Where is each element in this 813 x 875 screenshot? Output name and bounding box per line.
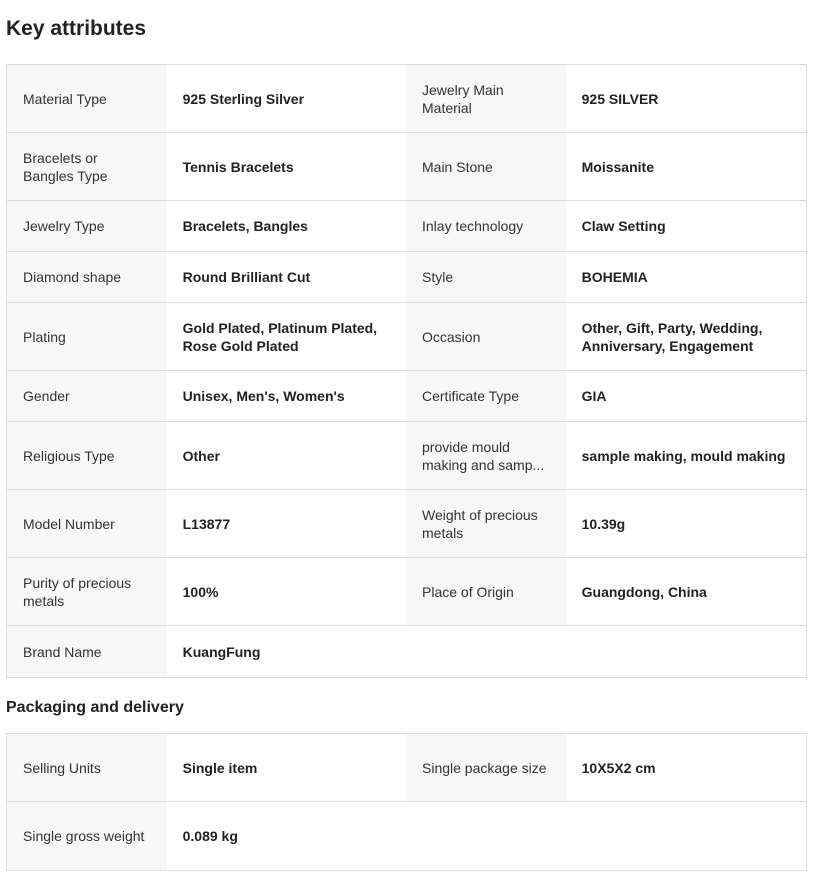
table-row bbox=[7, 303, 806, 371]
attribute-label: Bracelets or Bangles Type bbox=[7, 133, 167, 200]
attribute-label: Jewelry Type bbox=[7, 201, 167, 251]
attribute-value: Single item bbox=[167, 734, 406, 801]
attribute-value: 100% bbox=[167, 558, 406, 625]
attribute-value: Tennis Bracelets bbox=[167, 133, 406, 200]
key-attributes-table bbox=[6, 64, 807, 678]
attribute-value: Claw Setting bbox=[566, 201, 806, 251]
attribute-value: KuangFung bbox=[167, 626, 406, 677]
attribute-label: Occasion bbox=[406, 303, 566, 370]
table-row bbox=[7, 201, 806, 252]
table-row bbox=[7, 133, 806, 201]
attribute-value: GIA bbox=[566, 371, 806, 421]
attribute-label: provide mould making and samp... bbox=[406, 422, 566, 489]
attribute-value: 925 SILVER bbox=[566, 65, 806, 132]
table-row bbox=[7, 422, 806, 490]
table-row bbox=[7, 558, 806, 626]
key-attributes-title: Key attributes bbox=[6, 17, 147, 40]
attribute-label: Main Stone bbox=[406, 133, 566, 200]
attribute-value: Guangdong, China bbox=[566, 558, 806, 625]
table-row bbox=[7, 252, 806, 303]
attribute-value: L13877 bbox=[167, 490, 406, 557]
packaging-delivery-title: Packaging and delivery bbox=[6, 699, 184, 716]
attribute-value: Unisex, Men's, Women's bbox=[167, 371, 406, 421]
attribute-label: Single gross weight bbox=[7, 802, 167, 870]
attribute-label: Religious Type bbox=[7, 422, 167, 489]
attribute-label: Selling Units bbox=[7, 734, 167, 801]
attribute-value: Other bbox=[167, 422, 406, 489]
attribute-value: BOHEMIA bbox=[566, 252, 806, 302]
table-row bbox=[7, 371, 806, 422]
attribute-value: 925 Sterling Silver bbox=[167, 65, 406, 132]
empty-cell bbox=[406, 802, 566, 870]
attribute-value: 10.39g bbox=[566, 490, 806, 557]
attribute-label: Jewelry Main Material bbox=[406, 65, 566, 132]
attribute-value: sample making, mould making bbox=[566, 422, 806, 489]
attribute-label: Style bbox=[406, 252, 566, 302]
attribute-label: Gender bbox=[7, 371, 167, 421]
attribute-label: Inlay technology bbox=[406, 201, 566, 251]
attribute-value: Moissanite bbox=[566, 133, 806, 200]
empty-cell bbox=[406, 626, 566, 677]
attribute-value: Other, Gift, Party, Wedding, Anniversary, Engagement bbox=[566, 303, 806, 370]
table-row bbox=[7, 626, 806, 677]
table-row bbox=[7, 734, 806, 802]
attribute-value: Gold Plated, Platinum Plated, Rose Gold Plated bbox=[167, 303, 406, 370]
attribute-value: Round Brilliant Cut bbox=[167, 252, 406, 302]
attribute-label: Material Type bbox=[7, 65, 167, 132]
attribute-label: Purity of precious metals bbox=[7, 558, 167, 625]
attribute-value: Bracelets, Bangles bbox=[167, 201, 406, 251]
attribute-label: Brand Name bbox=[7, 626, 167, 677]
attribute-value: 10X5X2 cm bbox=[566, 734, 806, 801]
attribute-label: Weight of precious metals bbox=[406, 490, 566, 557]
attribute-label: Certificate Type bbox=[406, 371, 566, 421]
table-row bbox=[7, 802, 806, 870]
attribute-label: Model Number bbox=[7, 490, 167, 557]
table-row bbox=[7, 65, 806, 133]
attribute-label: Plating bbox=[7, 303, 167, 370]
attribute-value: 0.089 kg bbox=[167, 802, 406, 870]
packaging-delivery-table bbox=[6, 733, 807, 871]
empty-cell bbox=[566, 626, 806, 677]
attribute-label: Place of Origin bbox=[406, 558, 566, 625]
table-row bbox=[7, 490, 806, 558]
empty-cell bbox=[566, 802, 806, 870]
attribute-label: Single package size bbox=[406, 734, 566, 801]
attribute-label: Diamond shape bbox=[7, 252, 167, 302]
